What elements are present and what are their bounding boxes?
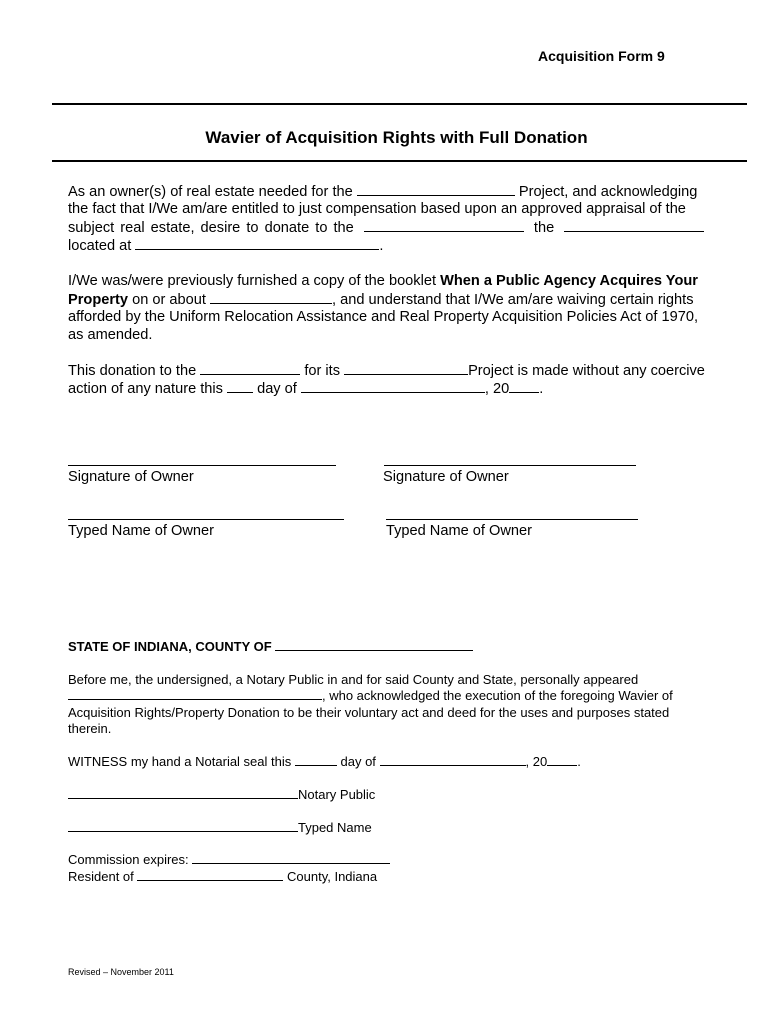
commission-blank[interactable] <box>192 852 390 864</box>
witness-line <box>68 754 581 771</box>
resident-county-blank[interactable] <box>137 869 283 881</box>
para2-text: , and understand that I/We am/are waiving certain rights <box>331 292 694 308</box>
para2-text: on or about <box>132 292 206 308</box>
donation-to-blank[interactable] <box>200 361 300 375</box>
notary-signature-blank[interactable] <box>68 787 298 799</box>
para2-line2 <box>68 290 694 309</box>
para3-line2 <box>68 379 543 398</box>
para3-text: . <box>539 381 544 397</box>
top-rule <box>52 103 747 105</box>
para3-text: This donation to the <box>68 363 197 379</box>
para1-line3 <box>68 218 704 237</box>
notary-public-line <box>68 787 375 804</box>
owner-signature-line-left[interactable] <box>68 465 336 466</box>
para1-line4 <box>68 236 383 255</box>
notary-before-line2 <box>68 688 673 705</box>
booklet-title: When a Public Agency Acquires Your <box>440 273 698 289</box>
para2-text: I/We was/were previously furnished a copy of the booklet <box>68 273 437 289</box>
notary-text: day of <box>340 754 376 769</box>
resident-suffix: County, Indiana <box>287 869 378 884</box>
appeared-name-blank[interactable] <box>68 688 322 700</box>
witness-day-blank[interactable] <box>295 754 337 766</box>
para1-line1 <box>68 182 697 201</box>
para2-line4: as amended. <box>68 327 153 343</box>
para1-text: As an owner(s) of real estate needed for the <box>68 184 353 200</box>
notary-before-line1: Before me, the undersigned, a Notary Public in and for said County and State, personally appeared <box>68 672 639 687</box>
form-number: Acquisition Form 9 <box>538 48 665 64</box>
para3-text: day of <box>257 381 297 397</box>
notary-before-line3: Acquisition Rights/Property Donation to be their voluntary act and deed for the uses and purposes stated <box>68 705 670 720</box>
revised-date: Revised – November 2011 <box>68 967 174 977</box>
commission-line <box>68 852 390 869</box>
notary-text: , who acknowledged the execution of the foregoing Wavier of <box>322 688 673 703</box>
notary-text: WITNESS my hand a Notarial seal this <box>68 754 292 769</box>
for-its-blank[interactable] <box>344 361 468 375</box>
notary-text: , 20 <box>525 754 548 769</box>
signature-label-right: Signature of Owner <box>383 469 509 485</box>
booklet-title: Property <box>68 292 129 308</box>
para1-text: the <box>533 220 555 236</box>
the-blank[interactable] <box>564 218 704 232</box>
para3-text: , 20 <box>484 381 510 397</box>
resident-line <box>68 869 377 886</box>
para1-text: Project, and acknowledging <box>518 184 698 200</box>
notary-typed-name-blank[interactable] <box>68 820 298 832</box>
owner-signature-line-right[interactable] <box>384 465 636 466</box>
typed-name-notary-line <box>68 820 372 837</box>
donee-blank[interactable] <box>364 218 524 232</box>
county-blank[interactable] <box>275 639 473 651</box>
located-blank[interactable] <box>135 236 379 250</box>
typed-name-line-right[interactable] <box>386 519 638 520</box>
typed-name-label-right: Typed Name of Owner <box>386 523 533 539</box>
para1-text: subject real estate, desire to donate to the <box>68 220 354 236</box>
project-blank[interactable] <box>357 182 515 196</box>
day-blank[interactable] <box>227 379 253 393</box>
para3-text: Project is made without any coercive <box>468 363 705 379</box>
commission-label: Commission expires: <box>68 852 189 867</box>
title-bottom-rule <box>52 160 747 162</box>
date-blank[interactable] <box>210 290 332 304</box>
notary-public-label: Notary Public <box>298 787 376 802</box>
typed-name-line-left[interactable] <box>68 519 344 520</box>
para1-text: . <box>379 238 384 254</box>
para3-line1 <box>68 361 705 380</box>
month-blank[interactable] <box>301 379 485 393</box>
typed-name-label: Typed Name <box>298 820 372 835</box>
document-title: Wavier of Acquisition Rights with Full Donation <box>205 128 588 147</box>
notary-text: . <box>577 754 581 769</box>
notary-before-line4: therein. <box>68 721 112 736</box>
witness-month-blank[interactable] <box>380 754 526 766</box>
typed-name-label-left: Typed Name of Owner <box>68 523 215 539</box>
para1-text: located at <box>68 238 132 254</box>
resident-label: Resident of <box>68 869 134 884</box>
state-county-line <box>68 639 473 656</box>
para2-line3: afforded by the Uniform Relocation Assistance and Real Property Acquisition Policies Act of 1970, <box>68 309 699 325</box>
para2-line1 <box>68 272 698 290</box>
para3-text: for its <box>304 363 340 379</box>
para1-line2: the fact that I/We am/are entitled to just compensation based upon an approved appraisal of the <box>68 201 686 217</box>
para3-text: action of any nature this <box>68 381 223 397</box>
witness-year-blank[interactable] <box>547 754 577 766</box>
signature-label-left: Signature of Owner <box>68 469 194 485</box>
state-county-label: STATE OF INDIANA, COUNTY OF <box>68 639 272 654</box>
year-blank[interactable] <box>509 379 539 393</box>
